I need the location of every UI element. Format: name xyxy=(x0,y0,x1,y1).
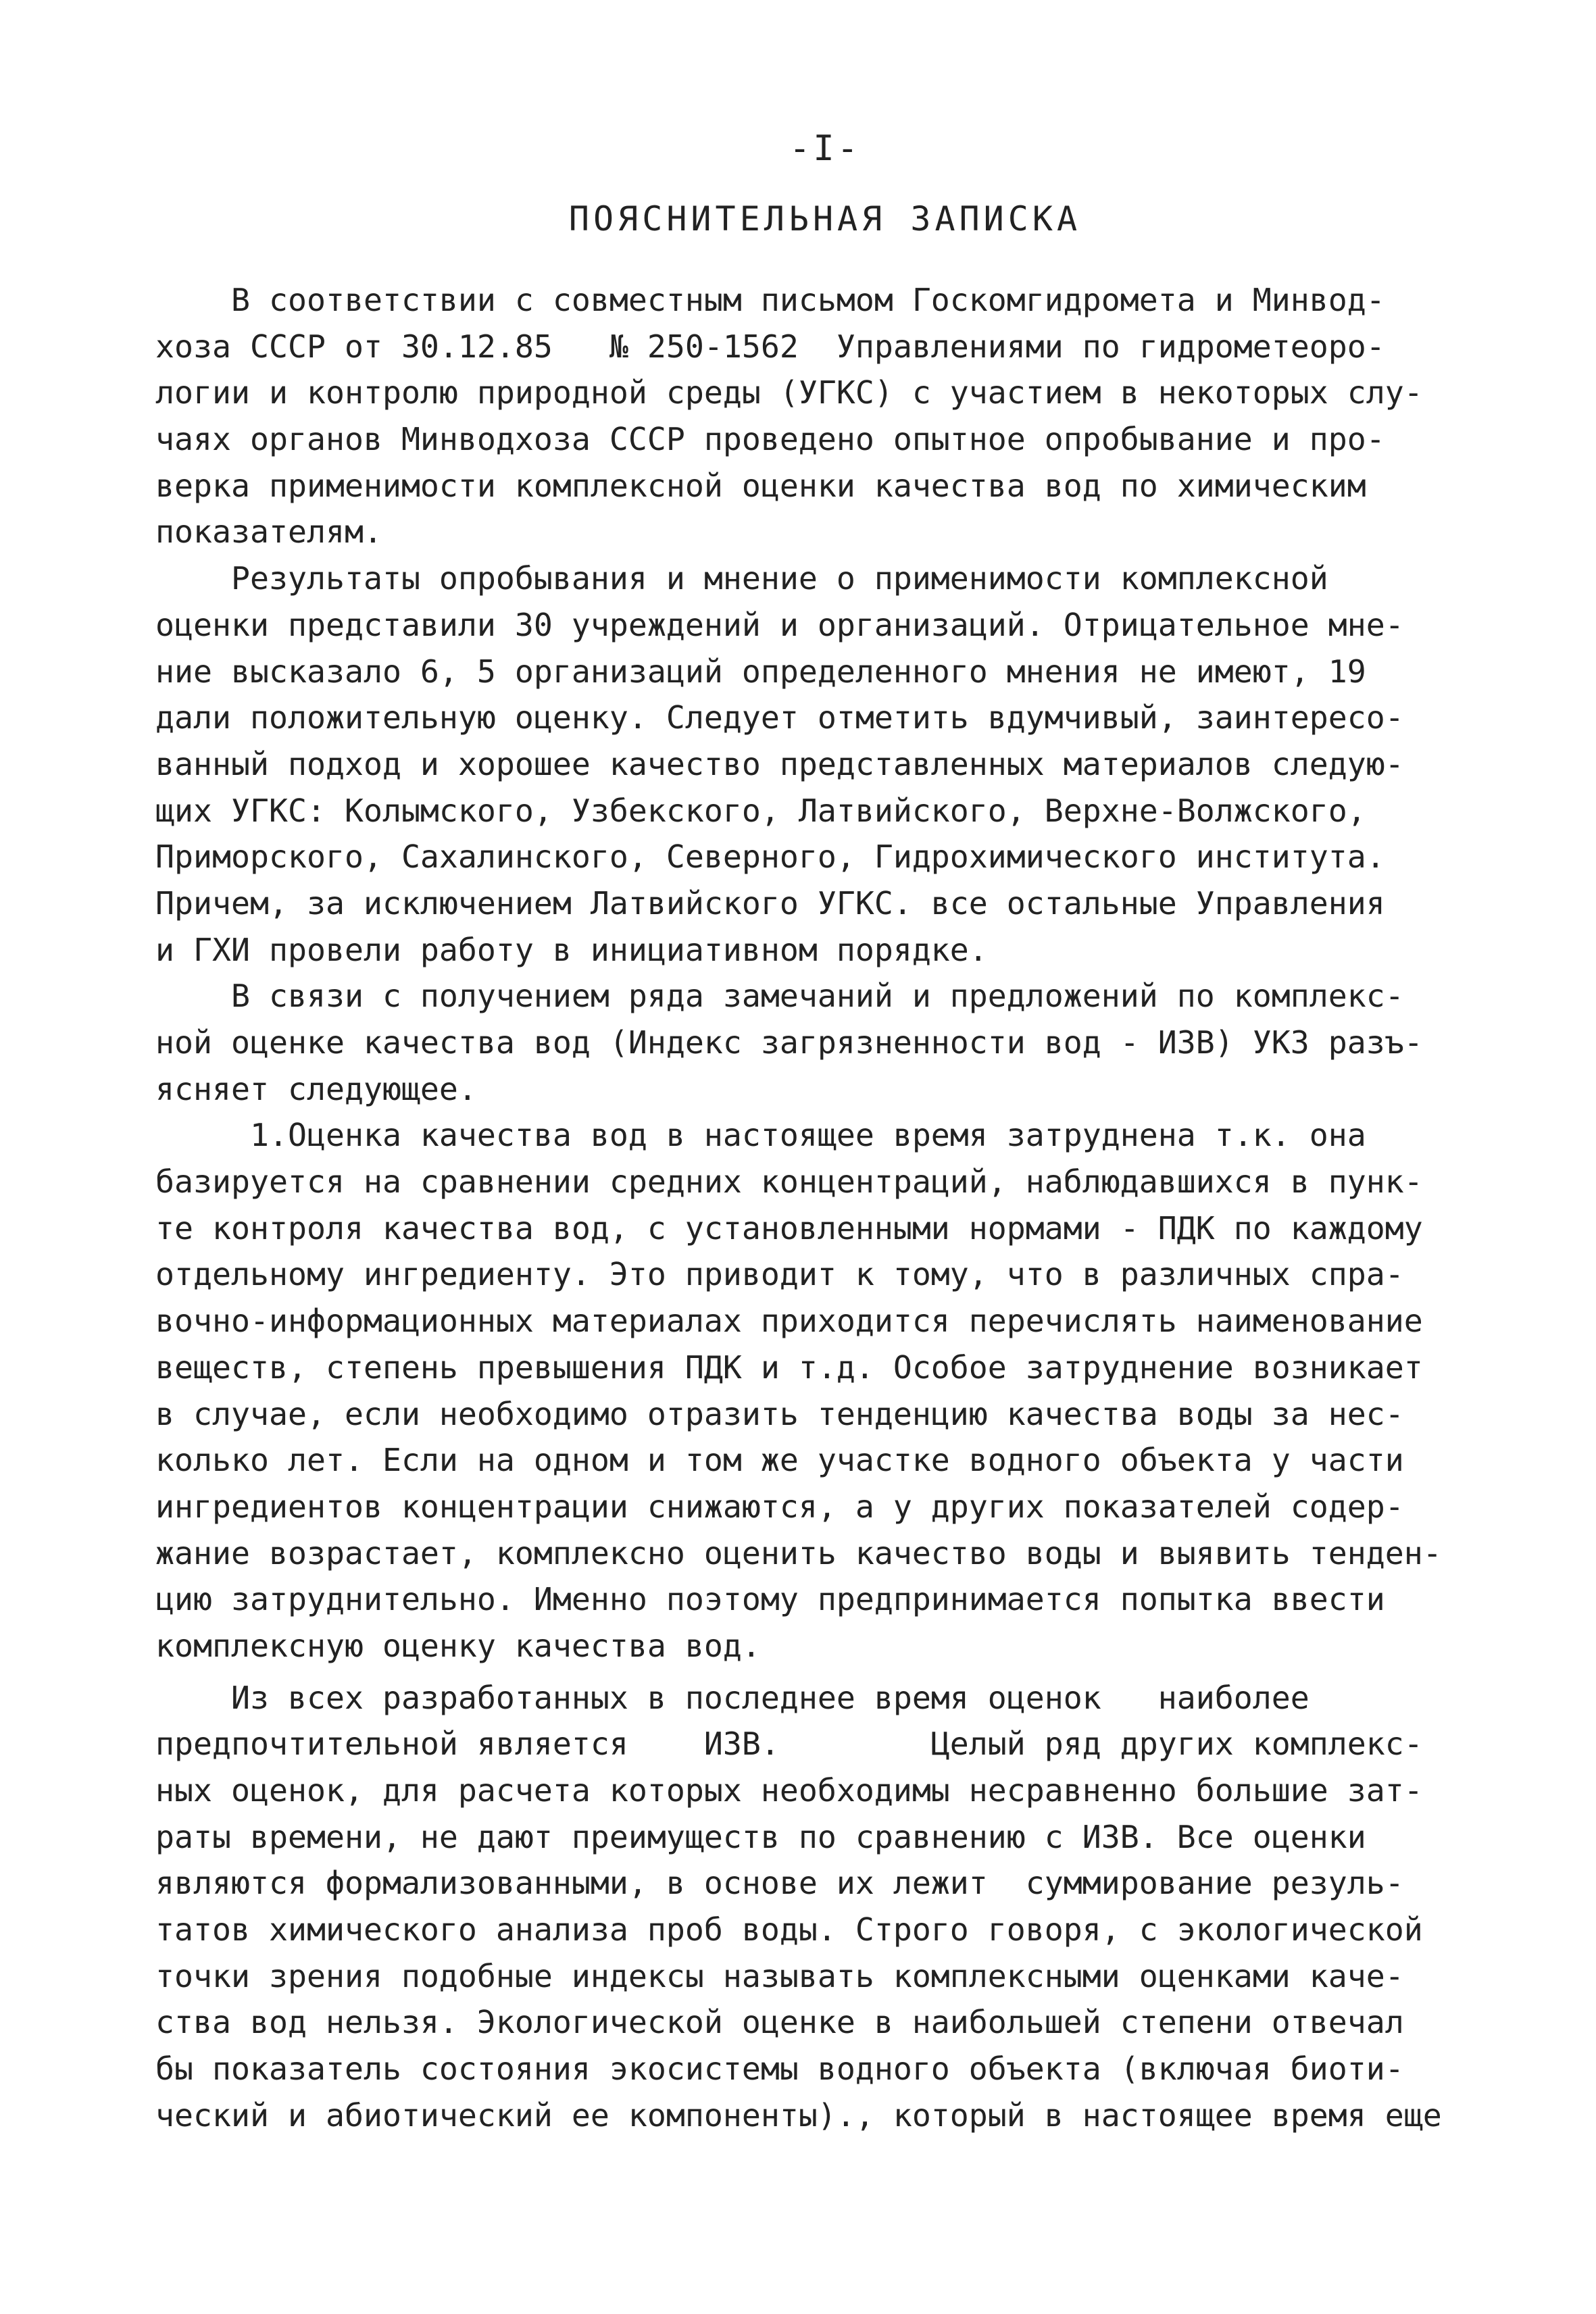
text-line: ных оценок, для расчета которых необходимы несравненно большие зат- xyxy=(155,1772,1423,1809)
text-line: дали положительную оценку. Следует отметить вдумчивый, заинтересо- xyxy=(155,699,1404,736)
text-line: и ГХИ провели работу в инициативном порядке. xyxy=(155,931,988,968)
text-line: бы показатель состояния экосистемы водного объекта (включая биоти- xyxy=(155,2051,1404,2088)
text-line: колько лет. Если на одном и том же участке водного объекта у части xyxy=(155,1442,1404,1479)
text-line: чаях органов Минводхоза СССР проведено опытное опробывание и про- xyxy=(155,421,1385,458)
text-line: являются формализованными, в основе их лежит суммирование резуль- xyxy=(155,1865,1404,1902)
text-line: Приморского, Сахалинского, Северного, Гидрохимического института. xyxy=(155,838,1385,876)
text-line: точки зрения подобные индексы называть комплексными оценками каче- xyxy=(155,1957,1404,1994)
page-number: -I- xyxy=(789,128,861,169)
text-line: Причем, за исключением Латвийского УГКС. все остальные Управления xyxy=(155,884,1385,922)
text-line: показателям. xyxy=(155,513,382,551)
text-line: ингредиентов концентрации снижаются, а у других показателей содер- xyxy=(155,1488,1404,1525)
text-line: ства вод нельзя. Экологической оценке в наибольшей степени отвечал xyxy=(155,2004,1404,2041)
text-line: в случае, если необходимо отразить тенденцию качества воды за нес- xyxy=(155,1395,1404,1432)
text-line: ной оценке качества вод (Индекс загрязненности вод - ИЗВ) УКЗ разъ- xyxy=(155,1024,1423,1061)
text-line: жание возрастает, комплексно оценить качество воды и выявить тенден- xyxy=(155,1534,1442,1571)
text-line: вочно-информационных материалах приходится перечислять наименование xyxy=(155,1303,1423,1340)
text-line: Результаты опробывания и мнение о применимости комплексной xyxy=(155,560,1328,597)
text-line: верка применимости комплексной оценки качества вод по химическим xyxy=(155,467,1366,504)
text-line: ясняет следующее. xyxy=(155,1070,477,1107)
text-line: те контроля качества вод, с установленными нормами - ПДК по каждому xyxy=(155,1209,1423,1247)
text-line: ческий и абиотический ее компоненты)., который в настоящее время еще xyxy=(155,2096,1442,2134)
text-line: В связи с получением ряда замечаний и предложений по комплекс- xyxy=(155,978,1404,1015)
document-title: ПОЯСНИТЕЛЬНАЯ ЗАПИСКА xyxy=(568,199,1082,238)
text-line: логии и контролю природной среды (УГКС) с участием в некоторых слу- xyxy=(155,374,1423,411)
text-line: щих УГКС: Колымского, Узбекского, Латвийского, Верхне-Волжского, xyxy=(155,792,1366,829)
text-line: предпочтительной является ИЗВ. Целый ряд других комплекс- xyxy=(155,1726,1423,1763)
text-line: татов химического анализа проб воды. Строго говоря, с экологической xyxy=(155,1911,1423,1948)
text-line: базируется на сравнении средних концентраций, наблюдавшихся в пунк- xyxy=(155,1163,1423,1201)
text-line: раты времени, не дают преимуществ по сравнению с ИЗВ. Все оценки xyxy=(155,1818,1366,1855)
text-line: веществ, степень превышения ПДК и т.д. Особое затруднение возникает xyxy=(155,1349,1423,1386)
text-line: Из всех разработанных в последнее время оценок наиболее xyxy=(155,1679,1310,1716)
text-line: отдельному ингредиенту. Это приводит к тому, что в различных спра- xyxy=(155,1256,1404,1293)
text-line: ние высказало 6, 5 организаций определенного мнения не имеют, 19 xyxy=(155,653,1366,690)
text-line: 1.Оценка качества вод в настоящее время затруднена т.к. она xyxy=(155,1117,1366,1154)
text-line: хоза СССР от 30.12.85 № 250-1562 Управлениями по гидрометеоро- xyxy=(155,328,1385,365)
text-line: ванный подход и хорошее качество представленных материалов следую- xyxy=(155,745,1404,782)
text-line: цию затруднительно. Именно поэтому предпринимается попытка ввести xyxy=(155,1581,1385,1618)
text-line: оценки представили 30 учреждений и организаций. Отрицательное мне- xyxy=(155,606,1404,643)
text-line: комплексную оценку качества вод. xyxy=(155,1627,761,1664)
text-line: В соответствии с совместным письмом Госкомгидромета и Минвод- xyxy=(155,282,1385,318)
document-body xyxy=(155,277,1466,2139)
